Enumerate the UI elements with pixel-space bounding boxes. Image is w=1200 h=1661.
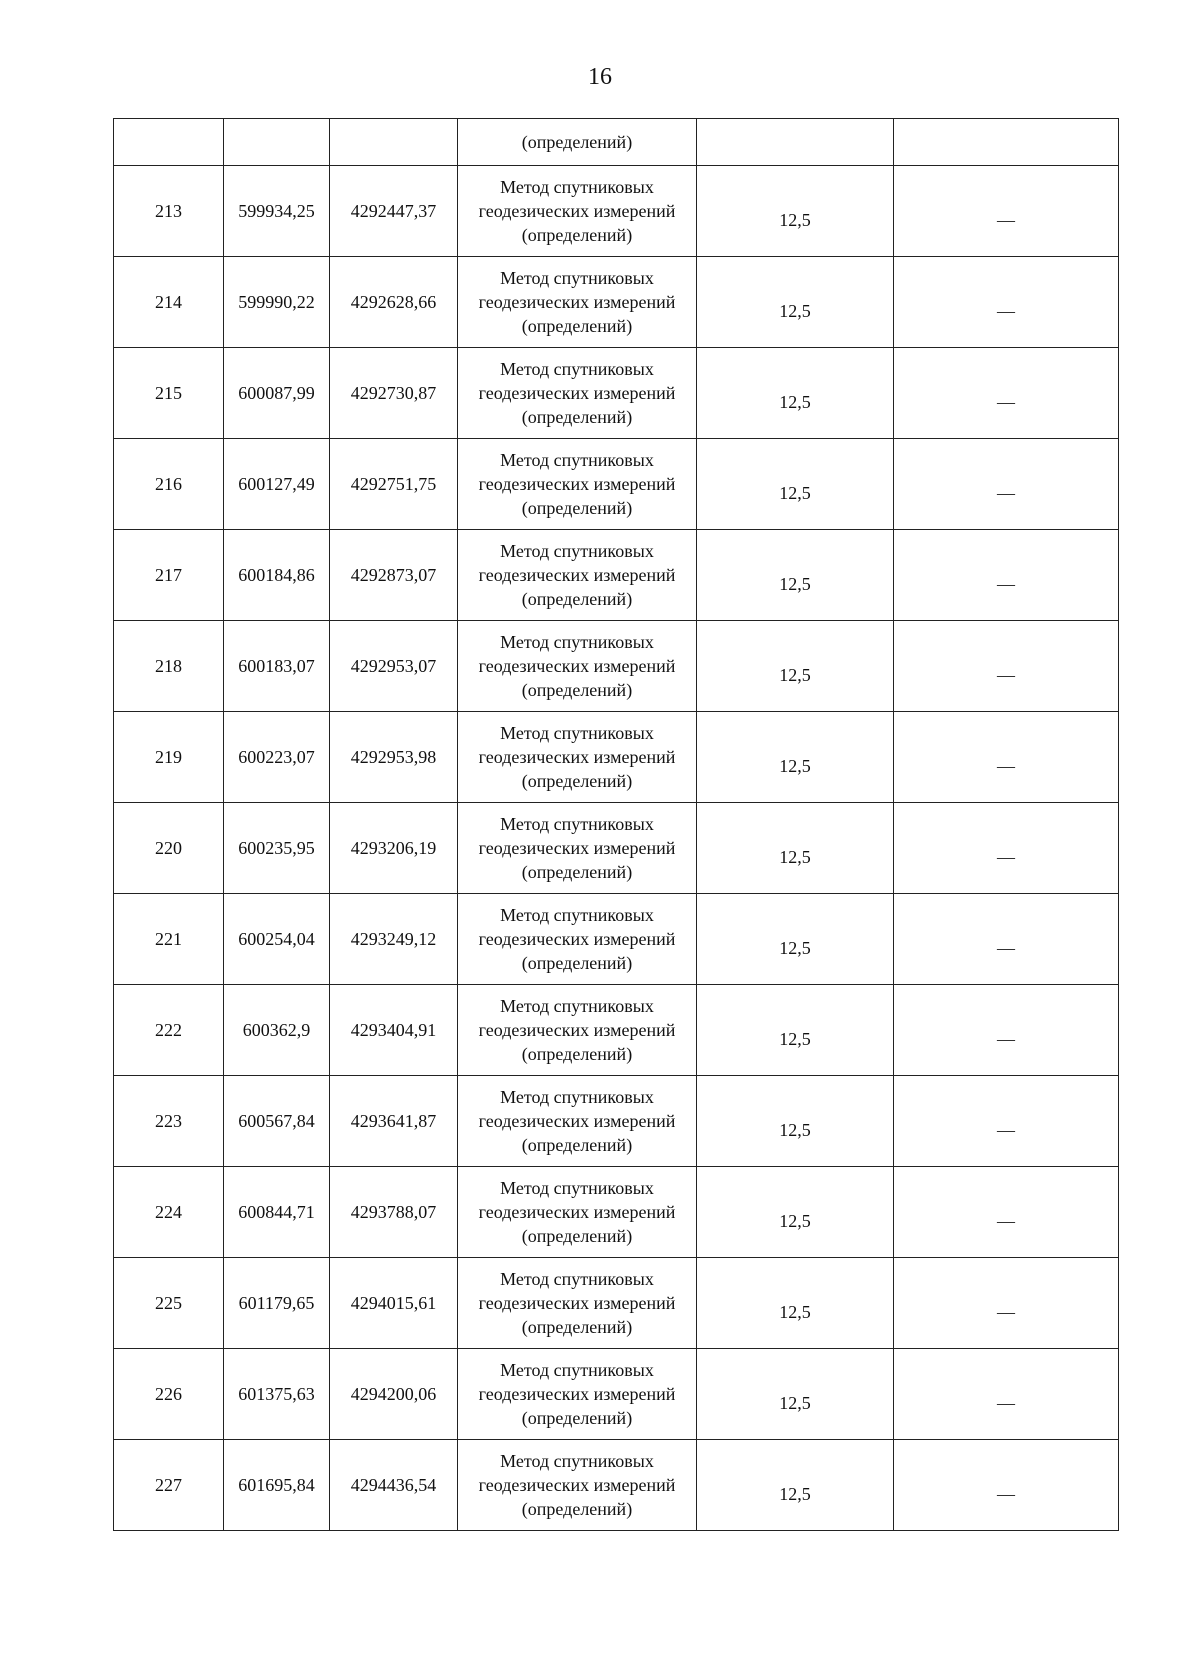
error-cell: [697, 621, 894, 712]
method-line: геодезических измерений: [478, 1020, 676, 1040]
table-cell: [330, 119, 458, 166]
error-cell: [697, 1167, 894, 1258]
note-cell: [894, 803, 1119, 894]
method-line: геодезических измерений: [478, 292, 676, 312]
method-line: геодезических измерений: [478, 383, 676, 403]
method-line: Метод спутниковых: [500, 905, 654, 925]
method-cell: [458, 439, 697, 530]
error-cell: [697, 439, 894, 530]
x-coordinate-cell: 600184,86: [224, 530, 330, 621]
method-line: (определений): [521, 1499, 633, 1519]
note-cell: [894, 985, 1119, 1076]
x-coordinate-cell: 600362,9: [224, 985, 330, 1076]
method-line: Метод спутниковых: [500, 359, 654, 379]
error-value: 12,5: [779, 1393, 811, 1413]
method-line: Метод спутниковых: [500, 632, 654, 652]
x-coordinate-cell: 600127,49: [224, 439, 330, 530]
point-number-cell: 221: [114, 894, 224, 985]
method-line: (определений): [521, 862, 633, 882]
error-value: 12,5: [779, 301, 811, 321]
method-cell: [458, 348, 697, 439]
x-coordinate-cell: 600567,84: [224, 1076, 330, 1167]
x-coordinate-cell: 599990,22: [224, 257, 330, 348]
point-number-cell: 213: [114, 166, 224, 257]
method-line: Метод спутниковых: [500, 177, 654, 197]
error-value: 12,5: [779, 483, 811, 503]
point-number-cell: 224: [114, 1167, 224, 1258]
method-cell: [458, 1349, 697, 1440]
method-line: (определений): [521, 953, 633, 973]
error-value: 12,5: [779, 574, 811, 594]
table-row: [114, 1258, 1119, 1349]
y-coordinate-cell: 4294200,06: [330, 1349, 458, 1440]
y-coordinate-cell: 4293404,91: [330, 985, 458, 1076]
note-dash: —: [997, 847, 1015, 867]
point-number-cell: 222: [114, 985, 224, 1076]
error-cell: [697, 985, 894, 1076]
method-cell: [458, 621, 697, 712]
error-value: 12,5: [779, 1029, 811, 1049]
note-dash: —: [997, 574, 1015, 594]
method-line: геодезических измерений: [478, 929, 676, 949]
x-coordinate-cell: 599934,25: [224, 166, 330, 257]
method-cell: [458, 1258, 697, 1349]
error-value: 12,5: [779, 756, 811, 776]
table-row: [114, 1349, 1119, 1440]
table-row: [114, 257, 1119, 348]
note-dash: —: [997, 1302, 1015, 1322]
note-cell: [894, 257, 1119, 348]
note-dash: —: [997, 938, 1015, 958]
table-row: [114, 1440, 1119, 1531]
error-value: 12,5: [779, 392, 811, 412]
x-coordinate-cell: 600223,07: [224, 712, 330, 803]
method-line: Метод спутниковых: [500, 450, 654, 470]
error-value: 12,5: [779, 1211, 811, 1231]
y-coordinate-cell: 4293206,19: [330, 803, 458, 894]
point-number-cell: 217: [114, 530, 224, 621]
method-cell: [458, 1440, 697, 1531]
note-cell: [894, 348, 1119, 439]
x-coordinate-cell: 601375,63: [224, 1349, 330, 1440]
point-number-cell: 226: [114, 1349, 224, 1440]
method-line: (определений): [521, 316, 633, 336]
method-line: геодезических измерений: [478, 838, 676, 858]
table-row: [114, 166, 1119, 257]
y-coordinate-cell: 4294015,61: [330, 1258, 458, 1349]
table-row: [114, 621, 1119, 712]
method-line: (определений): [521, 771, 633, 791]
method-cell: [458, 1167, 697, 1258]
x-coordinate-cell: 600254,04: [224, 894, 330, 985]
method-line: (определений): [521, 498, 633, 518]
y-coordinate-cell: 4292751,75: [330, 439, 458, 530]
method-line: Метод спутниковых: [500, 268, 654, 288]
method-line: Метод спутниковых: [500, 996, 654, 1016]
note-dash: —: [997, 483, 1015, 503]
page-number: 16: [588, 64, 612, 90]
error-cell: [697, 257, 894, 348]
method-line: Метод спутниковых: [500, 1269, 654, 1289]
note-cell: [894, 1349, 1119, 1440]
note-dash: —: [997, 210, 1015, 230]
error-cell: [697, 712, 894, 803]
table-row: [114, 348, 1119, 439]
error-cell: [697, 803, 894, 894]
method-line: геодезических измерений: [478, 656, 676, 676]
table-cell: [894, 119, 1119, 166]
method-line: геодезических измерений: [478, 747, 676, 767]
x-coordinate-cell: 600844,71: [224, 1167, 330, 1258]
error-cell: [697, 1440, 894, 1531]
table-row: [114, 712, 1119, 803]
note-cell: [894, 1440, 1119, 1531]
point-number-cell: 219: [114, 712, 224, 803]
table-cell: [114, 119, 224, 166]
note-cell: [894, 530, 1119, 621]
method-line: геодезических измерений: [478, 1475, 676, 1495]
method-cell: [458, 985, 697, 1076]
y-coordinate-cell: 4293641,87: [330, 1076, 458, 1167]
method-line: геодезических измерений: [478, 1111, 676, 1131]
error-value: 12,5: [779, 1120, 811, 1140]
method-line: Метод спутниковых: [500, 1360, 654, 1380]
coordinates-table: [113, 118, 1119, 1531]
method-cell: [458, 166, 697, 257]
method-line: Метод спутниковых: [500, 814, 654, 834]
error-cell: [697, 530, 894, 621]
method-line: геодезических измерений: [478, 1293, 676, 1313]
x-coordinate-cell: 600087,99: [224, 348, 330, 439]
y-coordinate-cell: 4292628,66: [330, 257, 458, 348]
table-row: [114, 894, 1119, 985]
error-cell: [697, 1349, 894, 1440]
table-cell: [224, 119, 330, 166]
note-dash: —: [997, 665, 1015, 685]
method-line: Метод спутниковых: [500, 1087, 654, 1107]
note-dash: —: [997, 1029, 1015, 1049]
method-line: (определений): [521, 1135, 633, 1155]
x-coordinate-cell: 601179,65: [224, 1258, 330, 1349]
table-body: [114, 119, 1119, 1531]
method-line: (определений): [521, 1317, 633, 1337]
note-cell: [894, 621, 1119, 712]
method-line: геодезических измерений: [478, 474, 676, 494]
method-line: (определений): [521, 1408, 633, 1428]
method-line: (определений): [521, 225, 633, 245]
note-cell: [894, 1076, 1119, 1167]
x-coordinate-cell: 601695,84: [224, 1440, 330, 1531]
error-cell: [697, 166, 894, 257]
method-cell: [458, 1076, 697, 1167]
point-number-cell: 215: [114, 348, 224, 439]
table-row: [114, 530, 1119, 621]
y-coordinate-cell: 4292873,07: [330, 530, 458, 621]
error-value: 12,5: [779, 1302, 811, 1322]
method-line: Метод спутниковых: [500, 723, 654, 743]
method-line: геодезических измерений: [478, 1202, 676, 1222]
method-cell: [458, 894, 697, 985]
error-cell: [697, 348, 894, 439]
method-line: (определений): [521, 1044, 633, 1064]
method-line: Метод спутниковых: [500, 1178, 654, 1198]
method-cell: [458, 803, 697, 894]
continuation-cell: (определений): [458, 119, 697, 166]
error-value: 12,5: [779, 847, 811, 867]
point-number-cell: 218: [114, 621, 224, 712]
y-coordinate-cell: 4292953,98: [330, 712, 458, 803]
table-row: [114, 803, 1119, 894]
x-coordinate-cell: 600183,07: [224, 621, 330, 712]
note-cell: [894, 1167, 1119, 1258]
note-cell: [894, 712, 1119, 803]
y-coordinate-cell: 4292447,37: [330, 166, 458, 257]
note-dash: —: [997, 1484, 1015, 1504]
note-dash: —: [997, 1393, 1015, 1413]
method-line: геодезических измерений: [478, 1384, 676, 1404]
method-line: (определений): [521, 1226, 633, 1246]
note-cell: [894, 1258, 1119, 1349]
y-coordinate-cell: 4293788,07: [330, 1167, 458, 1258]
error-cell: [697, 894, 894, 985]
error-cell: [697, 1076, 894, 1167]
table-row: [114, 985, 1119, 1076]
note-dash: —: [997, 756, 1015, 776]
y-coordinate-cell: 4294436,54: [330, 1440, 458, 1531]
continuation-row: [114, 119, 1119, 166]
error-value: 12,5: [779, 938, 811, 958]
table-row: [114, 1076, 1119, 1167]
error-value: 12,5: [779, 210, 811, 230]
error-cell: [697, 1258, 894, 1349]
table-cell: [697, 119, 894, 166]
note-cell: [894, 166, 1119, 257]
method-line: геодезических измерений: [478, 565, 676, 585]
method-cell: [458, 530, 697, 621]
table-row: [114, 1167, 1119, 1258]
method-line: Метод спутниковых: [500, 1451, 654, 1471]
note-cell: [894, 439, 1119, 530]
note-dash: —: [997, 301, 1015, 321]
point-number-cell: 223: [114, 1076, 224, 1167]
error-value: 12,5: [779, 1484, 811, 1504]
point-number-cell: 216: [114, 439, 224, 530]
method-line: геодезических измерений: [478, 201, 676, 221]
point-number-cell: 214: [114, 257, 224, 348]
method-line: Метод спутниковых: [500, 541, 654, 561]
point-number-cell: 225: [114, 1258, 224, 1349]
point-number-cell: 220: [114, 803, 224, 894]
method-cell: [458, 712, 697, 803]
note-dash: —: [997, 1120, 1015, 1140]
note-dash: —: [997, 1211, 1015, 1231]
y-coordinate-cell: 4293249,12: [330, 894, 458, 985]
x-coordinate-cell: 600235,95: [224, 803, 330, 894]
note-cell: [894, 894, 1119, 985]
point-number-cell: 227: [114, 1440, 224, 1531]
table-row: [114, 439, 1119, 530]
method-line: (определений): [521, 407, 633, 427]
y-coordinate-cell: 4292730,87: [330, 348, 458, 439]
error-value: 12,5: [779, 665, 811, 685]
method-cell: [458, 257, 697, 348]
method-line: (определений): [521, 680, 633, 700]
method-line: (определений): [521, 589, 633, 609]
note-dash: —: [997, 392, 1015, 412]
y-coordinate-cell: 4292953,07: [330, 621, 458, 712]
